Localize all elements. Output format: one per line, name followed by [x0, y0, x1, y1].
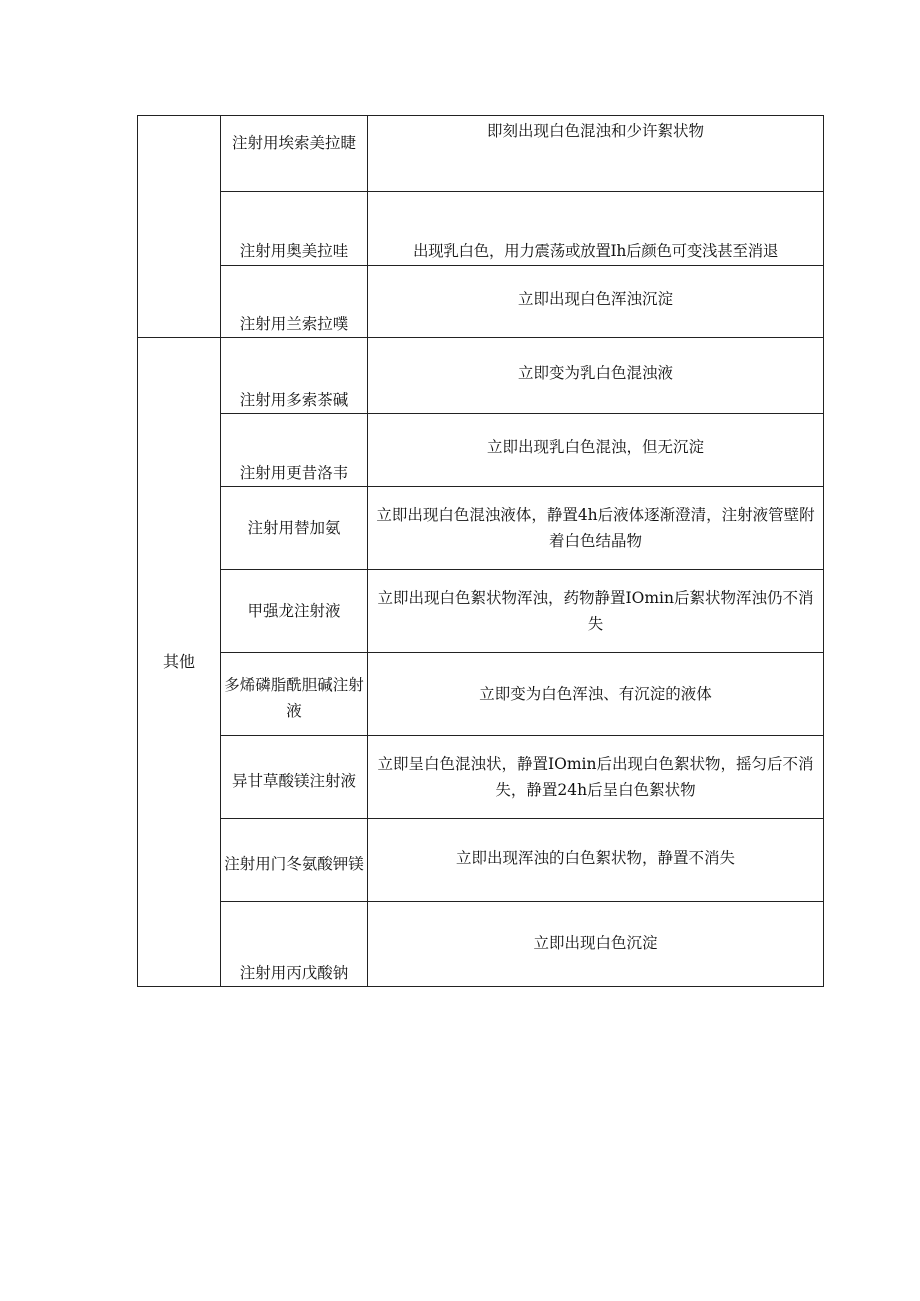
drug-name-cell [221, 116, 368, 192]
drug-name-cell [221, 570, 368, 653]
result-cell [368, 819, 824, 902]
table-row [138, 414, 824, 487]
drug-name-cell [221, 487, 368, 570]
drug-name: 注射用替加氨 [247, 519, 341, 537]
result-cell [368, 414, 824, 487]
table-row [138, 192, 824, 266]
result-text: 立即出现乳白色混浊，但无沉淀 [486, 438, 704, 456]
drug-name-cell [221, 902, 368, 987]
drug-name-cell [221, 736, 368, 819]
result-text: 立即变为白色浑浊、有沉淀的液体 [479, 685, 712, 703]
drug-name-cell [221, 266, 368, 338]
result-text: 即刻出现白色混浊和少许絮状物 [486, 122, 704, 140]
result-cell [368, 902, 824, 987]
drug-name: 注射用门冬氨酸钾镁 [224, 855, 364, 873]
table-row [138, 487, 824, 570]
drug-name: 注射用奥美拉哇 [239, 242, 349, 260]
table-row [138, 338, 824, 414]
drug-name: 注射用丙戊酸钠 [239, 964, 349, 982]
result-cell [368, 653, 824, 736]
result-cell [368, 116, 824, 192]
result-text: 立即出现浑浊的白色絮状物，静置不消失 [455, 849, 735, 867]
result-text: 立即出现白色混浊液体，静置4h后液体逐渐澄清，注射液管壁附着白色结晶物 [376, 506, 815, 550]
drug-name-cell [221, 192, 368, 266]
result-cell [368, 570, 824, 653]
table-row [138, 570, 824, 653]
result-cell [368, 338, 824, 414]
drug-name-cell [221, 819, 368, 902]
group-label-cell [138, 116, 221, 338]
result-cell [368, 487, 824, 570]
drug-compatibility-table [137, 115, 824, 987]
group-label: 其他 [162, 652, 195, 671]
result-text: 立即出现白色浑浊沉淀 [517, 290, 673, 308]
group-label-cell [138, 338, 221, 987]
drug-name-cell [221, 653, 368, 736]
result-text: 立即出现白色絮状物浑浊，药物静置IOmin后絮状物浑浊仍不消失 [377, 589, 814, 633]
table-row [138, 819, 824, 902]
drug-name: 多烯磷脂酰胆碱注射液 [224, 676, 364, 720]
table-row [138, 902, 824, 987]
drug-name: 注射用兰索拉噗 [239, 315, 349, 333]
table-row [138, 116, 824, 192]
drug-name: 注射用埃索美拉睫 [231, 134, 356, 152]
result-cell [368, 266, 824, 338]
drug-name: 注射用多索茶碱 [239, 391, 349, 409]
result-text: 立即呈白色混浊状，静置IOmin后出现白色絮状物，摇匀后不消失，静置24h后呈白色絮状物 [377, 755, 814, 799]
table-row [138, 736, 824, 819]
table-row [138, 266, 824, 338]
result-cell [368, 192, 824, 266]
result-text: 立即出现白色沉淀 [533, 934, 658, 952]
drug-name-cell [221, 414, 368, 487]
result-text: 出现乳白色，用力震荡或放置Ih后颜色可变浅甚至消退 [412, 242, 779, 260]
result-text: 立即变为乳白色混浊液 [517, 364, 673, 382]
drug-name: 异甘草酸镁注射液 [231, 772, 356, 790]
drug-name: 注射用更昔洛韦 [239, 464, 349, 482]
table-row [138, 653, 824, 736]
drug-name: 甲强龙注射液 [247, 602, 341, 620]
drug-name-cell [221, 338, 368, 414]
result-cell [368, 736, 824, 819]
